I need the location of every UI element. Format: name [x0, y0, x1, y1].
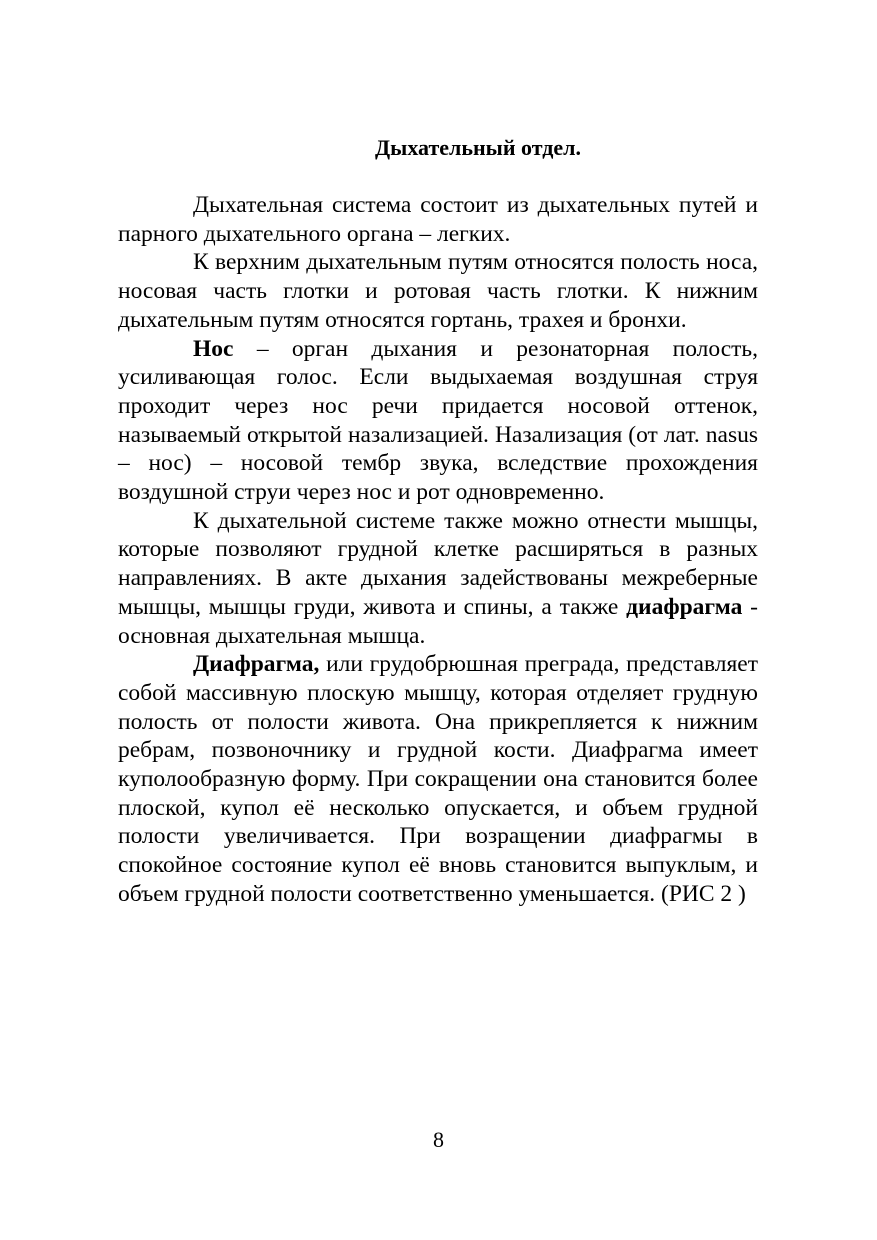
- nose-description: – орган дыхания и резонаторная полость, усиливающая голос. Если выдыхаемая воздушная струя проходит через нос речи придается носовой оттенок, называемый открытой назализацией. Назализация (от лат. nasus – нос) – носовой тембр звука, вследствие прохождения воздушной струи через нос и рот одновременно.: [118, 335, 758, 506]
- diaphragm-description: или грудобрюшная преграда, представляет собой массивную плоскую мышцу, которая отделяет грудную полость от полости живота. Она прикрепляется к нижним ребрам, позвоночнику и грудной кости. Диафрагма имеет куполообразную форму. При сокращении она становится более плоской, купол её несколько опускается, и объем грудной полости увеличивается. При возращении диафрагмы в спокойное состояние купол её вновь становится выпуклым, и объем грудной полости соответственно уменьшается. (РИС 2 ): [118, 651, 758, 907]
- paragraph-nose: [118, 335, 758, 507]
- muscles-text-end: - основная дыхательная мышца.: [118, 593, 758, 649]
- paragraph-muscles: [118, 507, 758, 651]
- paragraph-airways: К верхним дыхательным путям относятся полость носа, носовая часть глотки и ротовая часть глотки. К нижним дыхательным путям относятся гортань, трахея и бронхи.: [118, 249, 758, 333]
- term-diaphragm-inline: диафрагма: [626, 593, 743, 620]
- paragraph-diaphragm: [118, 650, 758, 908]
- page-number: 8: [433, 1127, 444, 1152]
- paragraph-respiratory-system: Дыхательная система состоит из дыхательных путей и парного дыхательного органа – легких.: [118, 192, 758, 247]
- muscles-text: К дыхательной системе также можно отнести мышцы, которые позволяют грудной клетке расширяться в разных направлениях. В акте дыхания задействованы межреберные мышцы, мышцы груди, живота и спины, а также: [118, 507, 758, 620]
- body-text: [118, 191, 758, 909]
- term-nose: Нос: [193, 335, 234, 362]
- term-diaphragm: Диафрагма,: [193, 651, 320, 678]
- section-title: Дыхательный отдел.: [375, 135, 581, 160]
